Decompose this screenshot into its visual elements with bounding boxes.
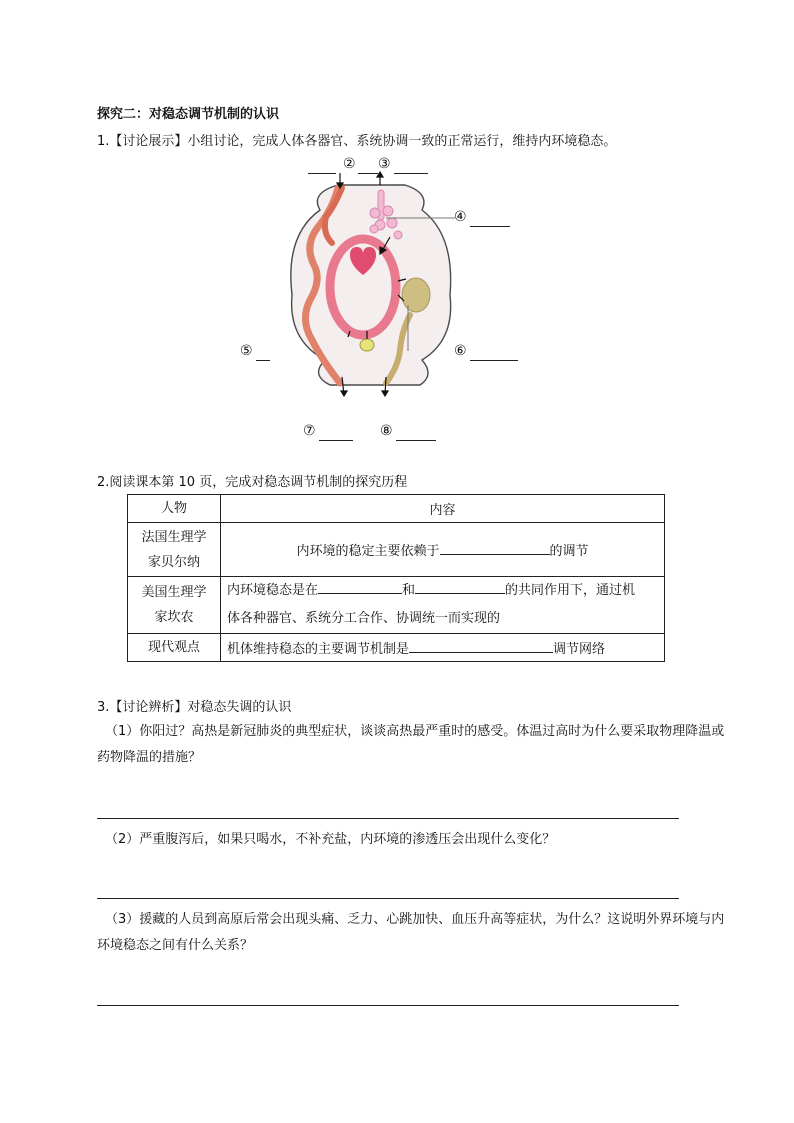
question-3-3: （3）援藏的人员到高原后常会出现头痛、乏力、心跳加快、血压升高等症状，为什么？这说明外界环境与内环境稳态之间有什么关系？ <box>97 912 725 953</box>
blank[interactable] <box>318 580 402 594</box>
label-6: ⑥ <box>454 343 467 359</box>
blank[interactable] <box>409 639 553 653</box>
person-cannon: 美国生理学 家坎农 <box>128 577 221 634</box>
header-content: 内容 <box>221 495 665 523</box>
answer-line-1[interactable] <box>97 818 679 819</box>
question-2: 2.阅读课本第 10 页，完成对稳态调节机制的探究历程 <box>97 475 408 490</box>
label-2: ② <box>343 156 356 172</box>
kidney <box>402 278 430 312</box>
blank[interactable] <box>440 541 550 555</box>
label-5: ⑤ <box>240 343 253 359</box>
label-4: ④ <box>454 209 467 225</box>
question-3: 3.【讨论辨析】对稳态失调的认识 <box>97 700 292 715</box>
person-bernard: 法国生理学 家贝尔纳 <box>128 523 221 577</box>
content-bernard: 内环境的稳定主要依赖于 的调节 <box>221 523 665 577</box>
history-table <box>127 494 665 662</box>
person-modern: 现代观点 <box>128 634 221 662</box>
content-cannon: 内环境稳态是在 和 的共同作用下，通过机 体各种器官、系统分工合作、协调统一而实现的 <box>221 577 665 634</box>
question-3-2: （2）严重腹泻后，如果只喝水，不补充盐，内环境的渗透压会出现什么变化？ <box>105 832 556 847</box>
header-person: 人物 <box>128 495 221 523</box>
answer-line-3[interactable] <box>97 1005 679 1006</box>
question-3-1: （1）你阳过？高热是新冠肺炎的典型症状，谈谈高热最严重时的感受。体温过高时为什么要采取物理降温或药物降温的措施？ <box>97 724 725 765</box>
content-modern: 机体维持稳态的主要调节机制是 调节网络 <box>221 634 665 662</box>
label-7: ⑦ <box>303 423 316 439</box>
label-3: ③ <box>378 156 391 172</box>
internal-environment-diagram <box>230 155 530 445</box>
blank[interactable] <box>415 580 505 594</box>
section-title: 探究二：对稳态调节机制的认识 <box>97 107 280 122</box>
label-8: ⑧ <box>380 423 393 439</box>
answer-line-2[interactable] <box>97 898 679 899</box>
tissue-cell <box>360 339 374 351</box>
question-1: 1.【讨论展示】小组讨论，完成人体各器官、系统协调一致的正常运行，维持内环境稳态。 <box>97 134 617 149</box>
